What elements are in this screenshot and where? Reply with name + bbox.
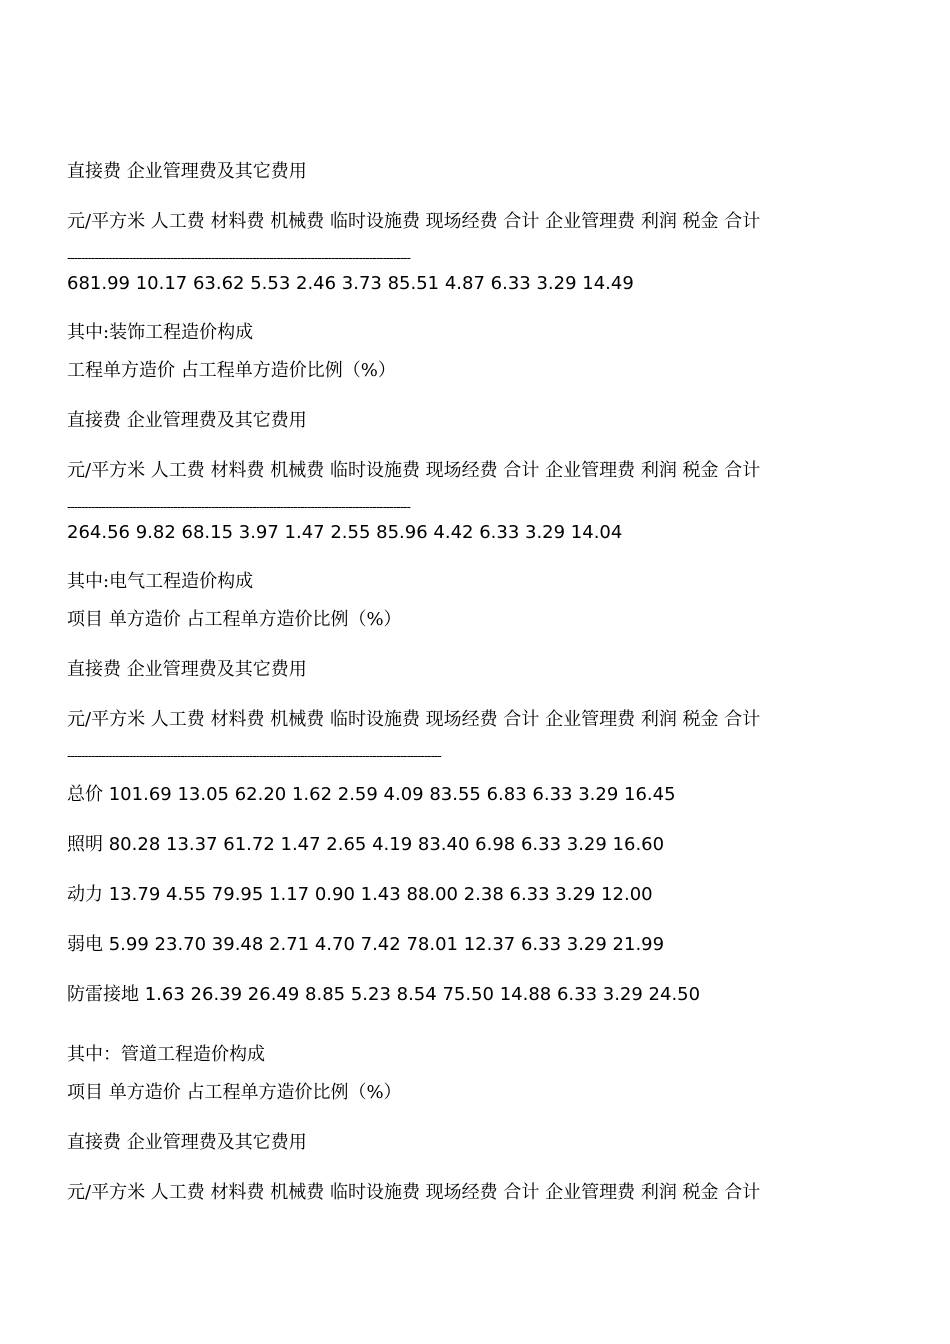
section2-title: 其中:装饰工程造价构成 [67,322,254,343]
section1-separator: ---------------------------------------------------------------------------------------------------- [67,251,411,265]
table-row [67,933,664,957]
section1-data-row: 681.99 10.17 63.62 5.53 2.46 3.73 85.51 4.87 6.33 3.29 14.49 [67,273,634,294]
row-label: 动力 [67,884,103,905]
row-values: 13.79 4.55 79.95 1.17 0.90 1.43 88.00 2.38 6.33 3.29 12.00 [108,884,653,905]
table-row [67,833,664,857]
row-values: 80.28 13.37 61.72 1.47 2.65 4.19 83.40 6.98 6.33 3.29 16.60 [108,834,665,855]
section4-title: 其中：管道工程造价构成 [67,1044,265,1065]
section1-header-columns: 元/平方米 人工费 材料费 机械费 临时设施费 现场经费 合计 企业管理费 利润 税金 合计 [67,211,761,232]
table-row [67,783,676,807]
section3-title: 其中:电气工程造价构成 [67,571,254,592]
section4-header-columns: 元/平方米 人工费 材料费 机械费 临时设施费 现场经费 合计 企业管理费 利润 税金 合计 [67,1182,761,1203]
row-values: 5.99 23.70 39.48 2.71 4.70 7.42 78.01 12.37 6.33 3.29 21.99 [108,934,665,955]
row-values: 1.63 26.39 26.49 8.85 5.23 8.54 75.50 14.88 6.33 3.29 24.50 [144,984,701,1005]
table-row [67,983,700,1007]
section4-header-group: 直接费 企业管理费及其它费用 [67,1132,307,1153]
row-values: 101.69 13.05 62.20 1.62 2.59 4.09 83.55 6.83 6.33 3.29 16.45 [108,784,676,805]
section4-header-top: 项目 单方造价 占工程单方造价比例（%） [67,1082,402,1103]
row-label: 弱电 [67,934,103,955]
section2-header-group: 直接费 企业管理费及其它费用 [67,410,307,431]
section3-separator: ------------------------------------------------------------------------------------------------------------- [67,749,441,763]
section3-header-group: 直接费 企业管理费及其它费用 [67,659,307,680]
section3-header-top: 项目 单方造价 占工程单方造价比例（%） [67,609,402,630]
section2-separator: ---------------------------------------------------------------------------------------------------- [67,500,411,514]
section2-data-row: 264.56 9.82 68.15 3.97 1.47 2.55 85.96 4.42 6.33 3.29 14.04 [67,522,623,543]
row-label: 防雷接地 [67,984,139,1005]
row-label: 总价 [67,784,103,805]
row-label: 照明 [67,834,103,855]
table-row [67,883,653,907]
section2-header-top: 工程单方造价 占工程单方造价比例（%） [67,360,396,381]
section2-header-columns: 元/平方米 人工费 材料费 机械费 临时设施费 现场经费 合计 企业管理费 利润 税金 合计 [67,460,761,481]
section3-header-columns: 元/平方米 人工费 材料费 机械费 临时设施费 现场经费 合计 企业管理费 利润 税金 合计 [67,709,761,730]
section1-header-group: 直接费 企业管理费及其它费用 [67,161,307,182]
